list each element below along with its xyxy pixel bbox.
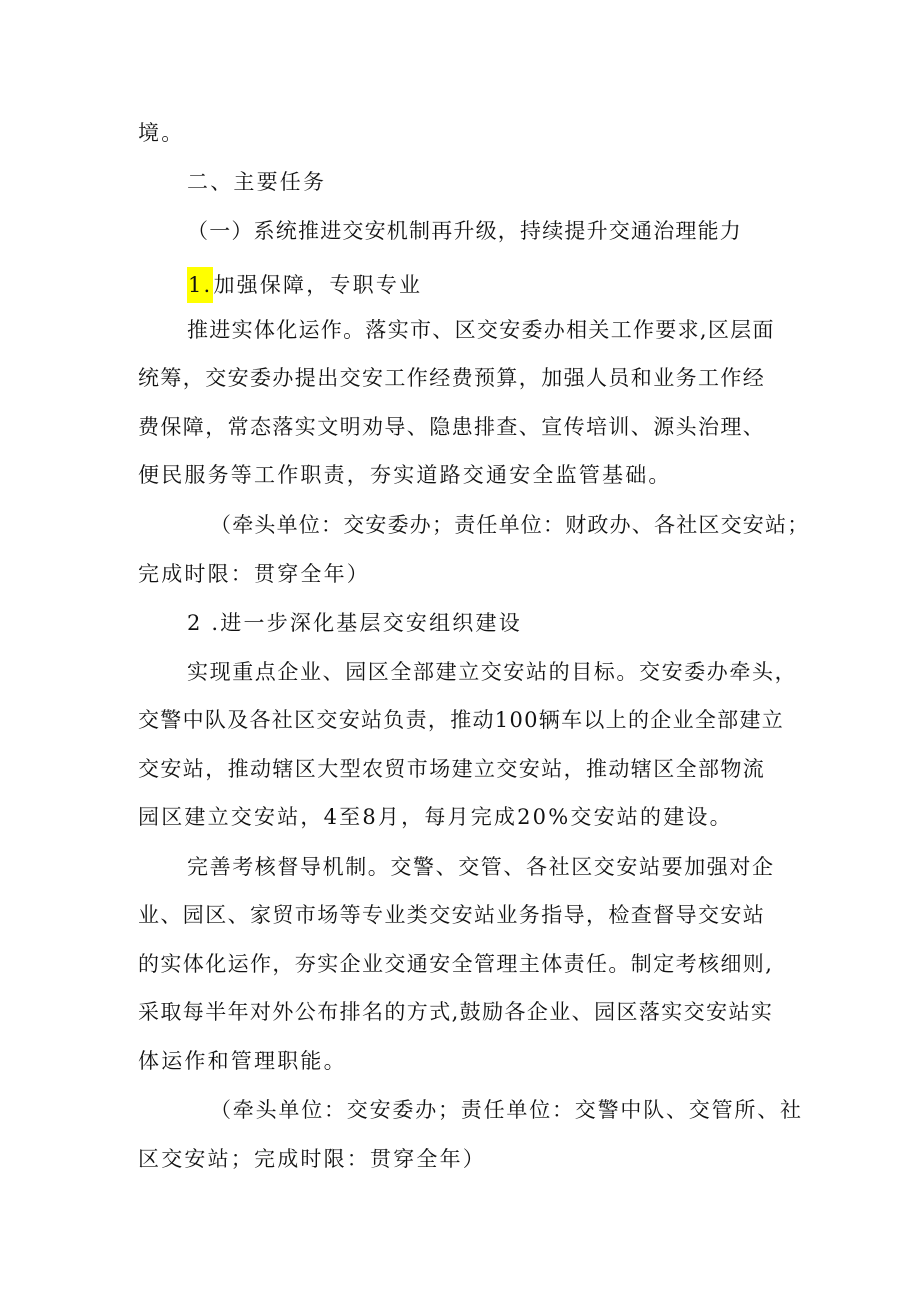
paragraph-line: 的实体化运作，夯实企业交通安全管理主体责任。制定考核细则, [138, 952, 774, 976]
paragraph-line: 交安站，推动辖区大型农贸市场建立交安站，推动辖区全部物流 [138, 757, 766, 781]
paragraph-line: 境。 [138, 121, 185, 145]
paragraph-line: 完善考核督导机制。交警、交管、各社区交安站要加强对企 [187, 855, 775, 879]
item-heading [187, 267, 422, 303]
item-heading: 2 .进一步深化基层交安组织建设 [187, 611, 522, 635]
responsibility-line: 完成时限：贯穿全年） [138, 562, 370, 586]
responsibility-line: 区交安站；完成时限：贯穿全年） [138, 1147, 486, 1171]
paragraph-line: 业、园区、家贸市场等专业类交安站业务指导，检查督导交安站 [138, 903, 766, 927]
paragraph-line: 园区建立交安站，4至8月，每月完成20%交安站的建设。 [138, 805, 733, 829]
paragraph-line: 交警中队及各社区交安站负责，推动100辆车以上的企业全部建立 [138, 708, 785, 732]
responsibility-line: （牵头单位：交安委办；责任单位：交警中队、交管所、社 [210, 1098, 803, 1122]
paragraph-line: 费保障，常态落实文明劝导、隐患排查、宣传培训、源头治理、 [138, 415, 766, 439]
responsibility-line: （牵头单位：交安委办；责任单位：财政办、各社区交安站； [210, 513, 810, 537]
paragraph-line: 体运作和管理职能。 [138, 1049, 347, 1073]
paragraph-line: 采取每半年对外公布排名的方式,鼓励各企业、园区落实交安站实 [138, 1000, 774, 1024]
paragraph-line: 推进实体化运作。落实市、区交安委办相关工作要求,区层面 [187, 318, 775, 342]
subsection-heading: （一）系统推进交安机制再升级，持续提升交通治理能力 [187, 219, 742, 243]
paragraph-line: 统筹，交安委办提出交安工作经费预算，加强人员和业务工作经 [138, 366, 766, 390]
highlighted-number: 1. [187, 267, 213, 303]
section-heading: 二、主要任务 [187, 170, 327, 194]
paragraph-line: 实现重点企业、园区全部建立交安站的目标。交安委办牵头， [187, 660, 798, 684]
item-heading-text: 加强保障，专职专业 [213, 273, 423, 297]
paragraph-line: 便民服务等工作职责，夯实道路交通安全监管基础。 [138, 463, 672, 487]
